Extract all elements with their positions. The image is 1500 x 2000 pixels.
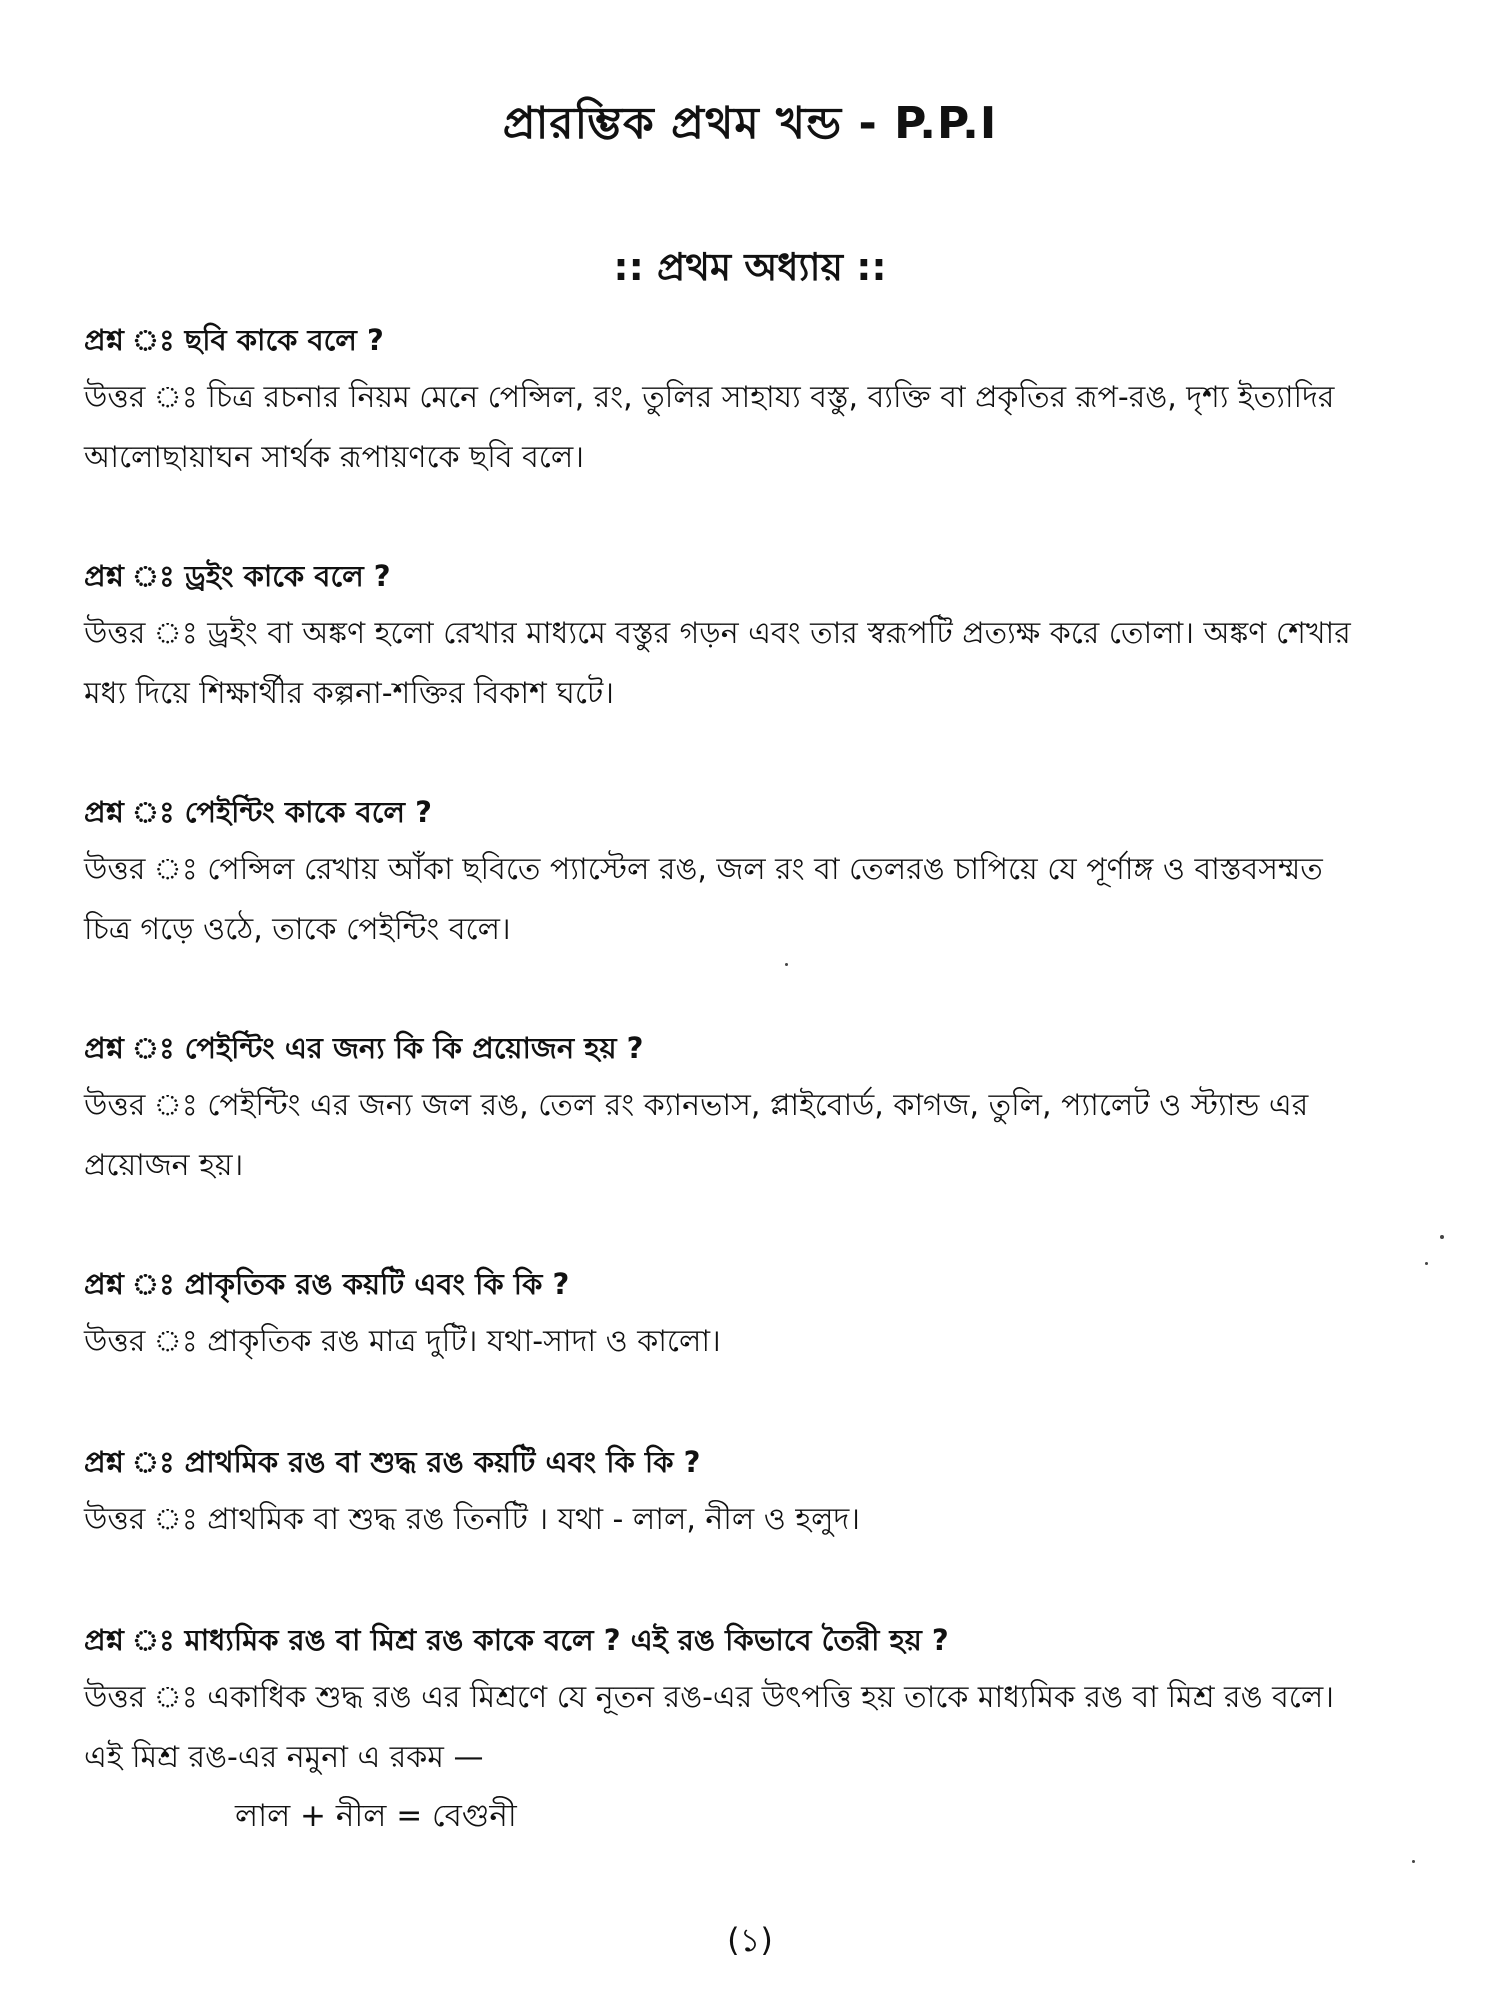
- answer-7: উত্তর ঃ একাধিক শুদ্ধ রঙ এর মিশ্রণে যে নূতন রঙ-এর উৎপত্তি হয় তাকে মাধ্যমিক রঙ বা মিশ্র রঙ বলে। এই মিশ্র রঙ-এর নমুনা এ রকম —: [84, 1680, 1334, 1775]
- answer-3: উত্তর ঃ পেন্সিল রেখায় আঁকা ছবিতে প্যাস্টেল রঙ, জল রং বা তেলরঙ চাপিয়ে যে পূর্ণাঙ্গ ও বাস্তবসম্মত চিত্র গড়ে ওঠে, তাকে পেইন্টিং বলে।: [84, 852, 1323, 947]
- question-3: প্রশ্ন ঃ পেইন্টিং কাকে বলে ?: [84, 795, 432, 829]
- question-4: প্রশ্ন ঃ পেইন্টিং এর জন্য কি কি প্রয়োজন হয় ?: [84, 1031, 644, 1065]
- page-title: প্রারম্ভিক প্রথম খন্ড - P.P.I: [502, 98, 998, 149]
- qa-block-1: [84, 318, 1364, 488]
- answer-5: উত্তর ঃ প্রাকৃতিক রঙ মাত্র দুটি। যথা-সাদা ও কালো।: [84, 1324, 721, 1359]
- qa-block-3: [84, 790, 1364, 960]
- answer-4: উত্তর ঃ পেইন্টিং এর জন্য জল রঙ, তেল রং ক্যানভাস, প্লাইবোর্ড, কাগজ, তুলি, প্যালেট ও স্ট্যান্ড এর প্রয়োজন হয়।: [84, 1088, 1309, 1183]
- scan-speck: [1425, 1262, 1428, 1265]
- scan-speck: [1440, 1235, 1444, 1239]
- chapter-heading: :: প্রথম অধ্যায় ::: [613, 245, 887, 289]
- qa-block-2: [84, 554, 1364, 724]
- question-1: প্রশ্ন ঃ ছবি কাকে বলে ?: [84, 323, 384, 357]
- answer-6: উত্তর ঃ প্রাথমিক বা শুদ্ধ রঙ তিনটি । যথা - লাল, নীল ও হলুদ।: [84, 1502, 860, 1537]
- answer-1: উত্তর ঃ চিত্র রচনার নিয়ম মেনে পেন্সিল, রং, তুলির সাহায্য বস্তু, ব্যক্তি বা প্রকৃতির রূপ-রঙ, দৃশ্য ইত্যাদির আলোছায়াঘন সার্থক রূপায়ণকে ছবি বলে।: [84, 380, 1335, 475]
- qa-block-5: [84, 1262, 1364, 1372]
- question-6: প্রশ্ন ঃ প্রাথমিক রঙ বা শুদ্ধ রঙ কয়টি এবং কি কি ?: [84, 1445, 701, 1479]
- page-number: (১): [727, 1921, 773, 1959]
- scan-speck: [785, 963, 788, 966]
- color-mix-formula: লাল + নীল = বেগুনী: [235, 1798, 517, 1834]
- question-7: প্রশ্ন ঃ মাধ্যমিক রঙ বা মিশ্র রঙ কাকে বলে ? এই রঙ কিভাবে তৈরী হয় ?: [84, 1623, 949, 1657]
- answer-2: উত্তর ঃ ড্রইং বা অঙ্কণ হলো রেখার মাধ্যমে বস্তুর গড়ন এবং তার স্বরূপটি প্রত্যক্ষ করে তোলা। অঙ্কণ শেখার মধ্য দিয়ে শিক্ষার্থীর কল্পনা-শক্তির বিকাশ ঘটে।: [84, 616, 1351, 711]
- scan-speck: [1412, 1860, 1415, 1863]
- question-5: প্রশ্ন ঃ প্রাকৃতিক রঙ কয়টি এবং কি কি ?: [84, 1267, 570, 1301]
- question-2: প্রশ্ন ঃ ড্রইং কাকে বলে ?: [84, 559, 391, 593]
- qa-block-4: [84, 1026, 1364, 1196]
- qa-block-6: [84, 1440, 1364, 1550]
- qa-block-7: [84, 1618, 1364, 1788]
